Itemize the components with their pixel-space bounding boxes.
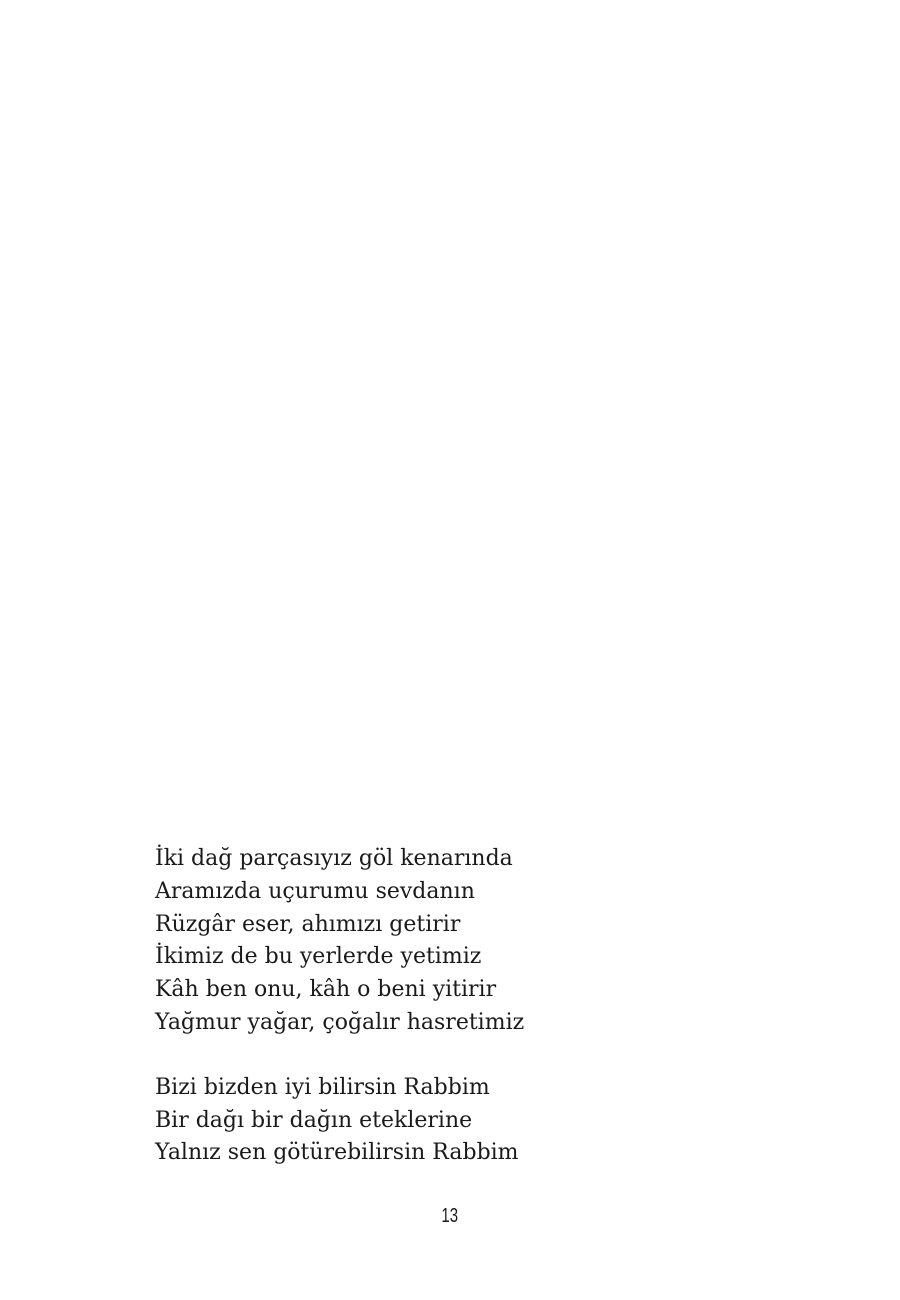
poem-line: Aramızda uçurumu sevdanın [155,878,475,904]
poem-text [155,843,755,1170]
page-number: 13 [441,1205,459,1227]
poem-line: Bizi bizden iyi bilirsin Rabbim [155,1074,490,1100]
poem-stanza-2 [155,1072,755,1170]
poem-line: Kâh ben onu, kâh o beni yitirir [155,977,497,1003]
poem-line: Yalnız sen götürebilirsin Rabbim [155,1140,519,1166]
poem-line: Yağmur yağar, çoğalır hasretimiz [155,1009,525,1035]
poem-line: İki dağ parçasıyız göl kenarında [155,846,513,871]
poem-stanza-1 [155,843,755,1040]
poem-line: İkimiz de bu yerlerde yetimiz [155,944,482,970]
poem-line: Bir dağı bir dağın eteklerine [155,1107,473,1133]
poem-line: Rüzgâr eser, ahımızı getirir [155,911,461,937]
